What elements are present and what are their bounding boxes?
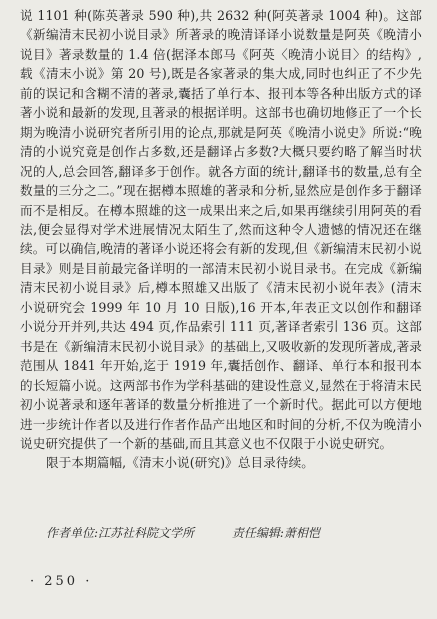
page-number: · 250 · xyxy=(30,574,93,589)
responsible-editor: 责任编辑:萧相恺 xyxy=(231,526,320,540)
author-affiliation: 作者单位:江苏社科院文学所 xyxy=(46,526,195,540)
article-body xyxy=(20,6,422,473)
body-paragraph: 说 1101 种(陈英著录 590 种),共 2632 种(阿英著录 1004 种)。这部《新编清末民初小说目录》所著录的晚清译译小说数量是阿英《晚清小说目》著录数量的 1.4 倍(据泽本郎马《阿英〈晚清小说目〉的结构》,载《清末小说》第 20 号),既是各家著录的集大成,同时也纠正了不少先前的误记和含糊不清的著录,囊括了单行本、报刊本等各种出版方式的译著小说和最新的发现,且著录的根据详明。这部书也确切地修正了一个长期为晚清小说研究者所引用的论点,那就是阿英《晚清小说史》所说:“晚清的小说究竟是创作占多数,还是翻译占多数?大概只要约略了解当时状况的人,总会回答,翻译多于创作。就各方面的统计,翻译书的数量,总有全数量的三分之二。”现在据樽本照雄的著录和分析,显然应是创作多于翻译而不是相反。在樽本照雄的这一成果出来之后,如果再继续引用阿英的看法,便会显得对学术进展情况太陌生了,然而这种令人遗憾的情况还在继续。可以确信,晚清的著译小说还将会有新的发现,但《新编清末民初小说目录》则是目前最完备详明的一部清末民初小说目录书。在完成《新编清末民初小说目录》后,樽本照雄又出版了《清末民初小说年表》(清末小说研究会 1999 年 10 月 10 日版),16 开本,年表正文以创作和翻译小说分开并列,共达 494 页,作品索引 111 页,著译者索引 136 页。这部书是在《新编清末民初小说目录》的基础上,又吸收新的发现所著成,著录范围从 1841 年开始,迄于 1919 年,囊括创作、翻译、单行本和报刊本的长短篇小说。这两部书作为学科基础的建设性意义,显然在于将清末民初小说著录和逐年著译的数量分析推进了一个新时代。据此可以方便地进一步统计作者以及进行作者作品产出地区和时间的分析,不仅为晚清小说史研究提供了一个新的基础,而且其意义也不仅限于小说史研究。 xyxy=(20,8,422,451)
article-footer xyxy=(46,524,406,542)
closing-note: 限于本期篇幅,《清末小说(研究)》总目录待续。 xyxy=(46,455,315,471)
